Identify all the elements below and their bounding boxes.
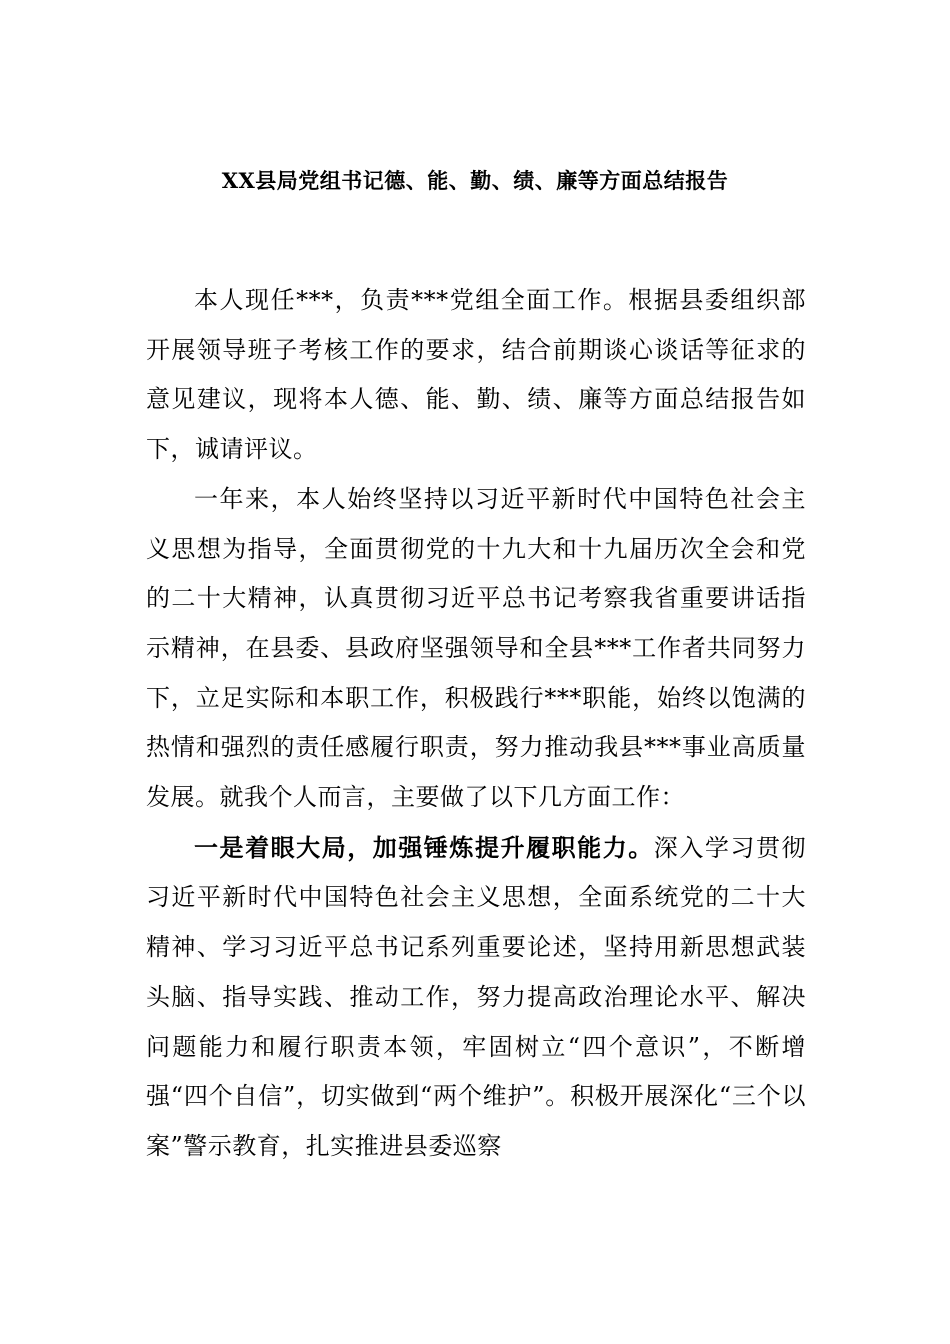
paragraph-1 xyxy=(146,276,806,475)
paragraph-3-lead: 一是着眼大局，加强锤炼提升履职能力。 xyxy=(194,832,654,862)
document-title: XX县局党组书记德、能、勤、绩、廉等方面总结报告 xyxy=(221,168,729,193)
paragraph-3 xyxy=(146,823,806,1172)
paragraph-2-text: 一年来，本人始终坚持以习近平新时代中国特色社会主义思想为指导，全面贯彻党的十九大和十九届历次全会和党的二十大精神，认真贯彻习近平总书记考察我省重要讲话指示精神，在县委、县政府坚强领导和全县***工作者共同努力下，立足实际和本职工作，积极践行***职能，始终以饱满的热情和强烈的责任感履行职责，努力推动我县***事业高质量发展。就我个人而言，主要做了以下几方面工作： xyxy=(146,484,806,812)
paragraph-2 xyxy=(146,475,806,823)
paragraph-1-text: 本人现任***，负责***党组全面工作。根据县委组织部开展领导班子考核工作的要求，结合前期谈心谈话等征求的意见建议，现将本人德、能、勤、绩、廉等方面总结报告如下，诚请评议。 xyxy=(146,286,806,464)
paragraph-3-text: 深入学习贯彻习近平新时代中国特色社会主义思想，全面系统党的二十大精神、学习习近平总书记系列重要论述，坚持用新思想武装头脑、指导实践、推动工作，努力提高政治理论水平、解决问题能力和履行职责本领，牢固树立“四个意识”，不断增强“四个自信”，切实做到“两个维护”。积极开展深化“三个以案”警示教育，扎实推进县委巡察 xyxy=(146,833,806,1160)
document-body xyxy=(146,276,806,1172)
